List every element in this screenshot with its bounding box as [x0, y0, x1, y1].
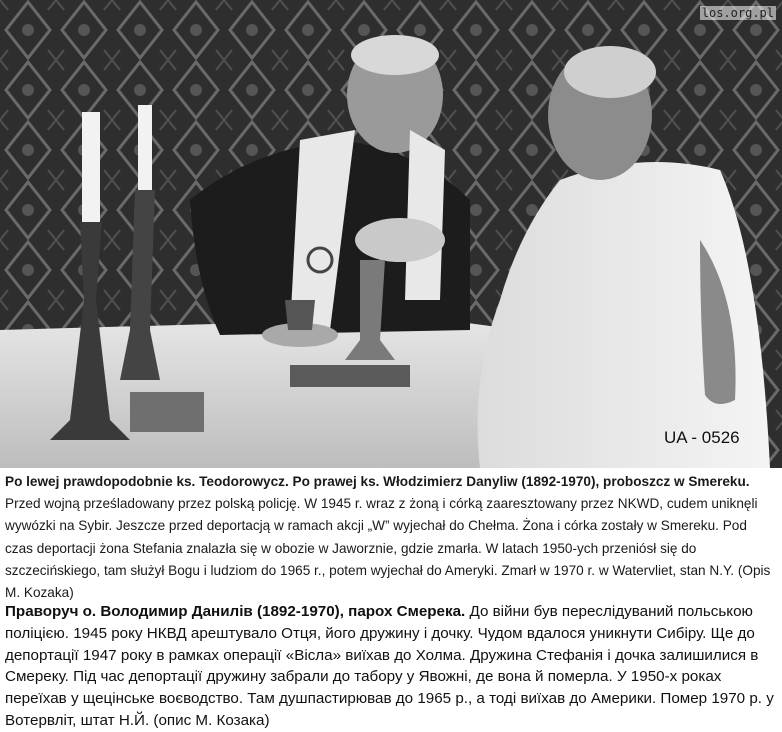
catalog-id: UA - 0526	[664, 428, 740, 447]
caption-polish-body: Przed wojną prześladowany przez polską policję. W 1945 r. wraz z żoną i córką zaaresztowany przez NKWD, cudem uniknęli wywózki na Sybir. Jeszcze przed deportacją w ramach akcji „W” wyjechał do Chełma. Żona i córka zostały w Smereku. Pod czas deportacji żona Stefania znalazła się w obozie w Jaworznie, gdzie zmarła. W latach 1950-ych przeniósł się do szczecińskiego, tam służył Bogu i ludziom do 1965 r., potem wyjechał do Ameryki. Zmarł w 1970 r. w Watervliet, stan N.Y. (Opis M. Kozaka)	[5, 496, 771, 601]
caption-ukrainian-lead: Праворуч о. Володимир Данилів (1892-1970), парох Смерека.	[5, 603, 466, 620]
altar-box	[130, 392, 204, 432]
caption-polish-lead: Po lewej prawdopodobnie ks. Teodorowycz. Po prawej ks. Włodzimierz Danyliw (1892-1970), proboszcz w Smereku.	[5, 474, 750, 489]
book	[290, 365, 410, 387]
candle-left	[82, 112, 100, 222]
caption-ukrainian-body: До війни був переслідуваний польською поліцією. 1945 року НКВД арештувало Отця, його дружину і дочку. Чудом вдалося уникнути Сибіру. Ще до депортації 1947 року в рамках операції «Вісла» виїхав до Холма. Дружина Стефанія і дочка залишилися в Смереку. Під час депортації дружину забрали до табору у Явожні, де вона й померла. У 1950-х роках переїхав у щецінське воєводство. Там душпастирював до 1965 р., а тоді виїхав до Америки. Помер 1970 р. у Вотервліт, штат Н.Й. (опис М. Козака)	[5, 603, 774, 729]
caption-ukrainian	[5, 601, 777, 732]
caption-polish	[5, 471, 777, 604]
candle-right	[138, 105, 152, 190]
watermark: los.org.pl	[701, 6, 774, 20]
